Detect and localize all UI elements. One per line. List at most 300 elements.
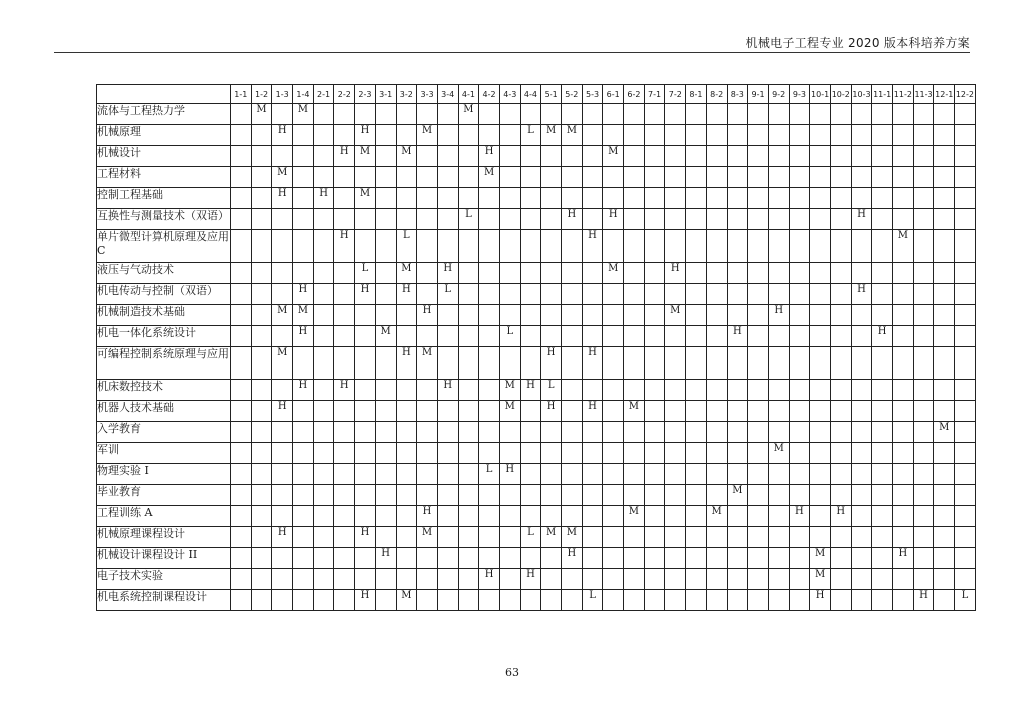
support-level-cell bbox=[417, 326, 438, 347]
indicator-column-header: 10-1 bbox=[810, 85, 831, 104]
support-level-cell bbox=[603, 125, 624, 146]
support-level-cell: L bbox=[437, 284, 458, 305]
support-level-cell bbox=[955, 209, 976, 230]
support-level-cell bbox=[293, 209, 314, 230]
support-level-cell bbox=[231, 188, 252, 209]
support-level-cell: H bbox=[334, 230, 355, 263]
support-level-cell bbox=[437, 125, 458, 146]
course-name-cell: 机电传动与控制（双语） bbox=[97, 284, 231, 305]
support-level-cell: H bbox=[334, 380, 355, 401]
support-level-cell bbox=[293, 485, 314, 506]
course-name-cell: 机械原理课程设计 bbox=[97, 527, 231, 548]
support-level-cell: M bbox=[562, 125, 583, 146]
support-level-cell bbox=[437, 548, 458, 569]
support-level-cell bbox=[251, 548, 272, 569]
table-row bbox=[97, 263, 976, 284]
support-level-cell: H bbox=[479, 146, 500, 167]
support-level-cell bbox=[644, 305, 665, 326]
support-level-cell bbox=[437, 347, 458, 380]
support-level-cell bbox=[437, 443, 458, 464]
support-level-cell bbox=[872, 188, 893, 209]
support-level-cell bbox=[562, 167, 583, 188]
support-level-cell bbox=[768, 284, 789, 305]
support-level-cell bbox=[830, 569, 851, 590]
support-level-cell bbox=[644, 506, 665, 527]
support-level-cell bbox=[499, 104, 520, 125]
support-level-cell bbox=[355, 569, 376, 590]
support-level-cell bbox=[334, 422, 355, 443]
support-level-cell: H bbox=[830, 506, 851, 527]
support-level-cell bbox=[603, 188, 624, 209]
support-level-cell bbox=[810, 380, 831, 401]
indicator-column-header: 8-3 bbox=[727, 85, 748, 104]
support-level-cell bbox=[479, 485, 500, 506]
support-level-cell bbox=[355, 401, 376, 422]
support-level-cell bbox=[872, 305, 893, 326]
support-level-cell bbox=[851, 443, 872, 464]
support-level-cell bbox=[562, 443, 583, 464]
support-level-cell bbox=[851, 305, 872, 326]
support-level-cell bbox=[458, 506, 479, 527]
support-level-cell bbox=[913, 380, 934, 401]
course-name-cell: 互换性与测量技术（双语） bbox=[97, 209, 231, 230]
support-level-cell bbox=[272, 443, 293, 464]
support-level-cell bbox=[251, 485, 272, 506]
support-level-cell bbox=[458, 326, 479, 347]
support-level-cell bbox=[810, 104, 831, 125]
support-level-cell bbox=[541, 464, 562, 485]
support-level-cell: M bbox=[727, 485, 748, 506]
support-level-cell bbox=[955, 401, 976, 422]
support-level-cell bbox=[272, 104, 293, 125]
support-level-cell bbox=[355, 548, 376, 569]
support-level-cell bbox=[231, 230, 252, 263]
support-level-cell bbox=[955, 104, 976, 125]
support-level-cell bbox=[437, 485, 458, 506]
support-level-cell bbox=[582, 548, 603, 569]
support-level-cell bbox=[913, 326, 934, 347]
support-level-cell bbox=[686, 230, 707, 263]
support-level-cell bbox=[830, 422, 851, 443]
support-level-cell bbox=[851, 230, 872, 263]
support-level-cell bbox=[624, 464, 645, 485]
support-level-cell bbox=[479, 284, 500, 305]
support-level-cell bbox=[458, 167, 479, 188]
support-level-cell bbox=[437, 464, 458, 485]
support-level-cell bbox=[810, 443, 831, 464]
support-level-cell bbox=[231, 548, 252, 569]
support-level-cell bbox=[644, 104, 665, 125]
table-row bbox=[97, 305, 976, 326]
support-level-cell bbox=[955, 146, 976, 167]
support-level-cell bbox=[872, 209, 893, 230]
support-level-cell bbox=[789, 305, 810, 326]
support-level-cell bbox=[768, 146, 789, 167]
support-level-cell bbox=[313, 326, 334, 347]
support-level-cell bbox=[334, 305, 355, 326]
support-level-cell bbox=[810, 506, 831, 527]
indicator-column-header: 9-2 bbox=[768, 85, 789, 104]
support-level-cell bbox=[417, 548, 438, 569]
support-level-cell bbox=[231, 167, 252, 188]
support-level-cell bbox=[665, 347, 686, 380]
indicator-column-header: 6-2 bbox=[624, 85, 645, 104]
support-level-cell bbox=[727, 188, 748, 209]
indicator-column-header: 6-1 bbox=[603, 85, 624, 104]
support-level-cell: M bbox=[417, 527, 438, 548]
support-level-cell bbox=[396, 464, 417, 485]
support-level-cell bbox=[603, 443, 624, 464]
support-level-cell bbox=[748, 326, 769, 347]
support-level-cell bbox=[375, 167, 396, 188]
support-level-cell bbox=[582, 506, 603, 527]
support-level-cell bbox=[520, 305, 541, 326]
support-level-cell bbox=[603, 347, 624, 380]
support-level-cell bbox=[624, 305, 645, 326]
support-level-cell bbox=[231, 527, 252, 548]
support-level-cell bbox=[562, 305, 583, 326]
support-level-cell bbox=[334, 527, 355, 548]
support-level-cell bbox=[293, 527, 314, 548]
support-level-cell bbox=[934, 347, 955, 380]
indicator-column-header: 4-1 bbox=[458, 85, 479, 104]
support-level-cell bbox=[458, 263, 479, 284]
support-level-cell bbox=[313, 485, 334, 506]
indicator-column-header: 10-3 bbox=[851, 85, 872, 104]
support-level-cell bbox=[872, 146, 893, 167]
indicator-column-header: 1-3 bbox=[272, 85, 293, 104]
support-level-cell bbox=[665, 125, 686, 146]
support-level-cell bbox=[479, 263, 500, 284]
support-level-cell bbox=[934, 230, 955, 263]
support-level-cell bbox=[251, 380, 272, 401]
support-level-cell bbox=[437, 326, 458, 347]
support-level-cell: L bbox=[955, 590, 976, 611]
support-level-cell bbox=[665, 485, 686, 506]
support-level-cell bbox=[955, 347, 976, 380]
support-level-cell bbox=[582, 443, 603, 464]
support-level-cell bbox=[624, 188, 645, 209]
support-level-cell bbox=[934, 506, 955, 527]
support-level-cell bbox=[479, 125, 500, 146]
support-level-cell bbox=[437, 506, 458, 527]
support-level-cell bbox=[417, 167, 438, 188]
support-level-cell bbox=[499, 263, 520, 284]
support-level-cell bbox=[644, 263, 665, 284]
support-level-cell bbox=[499, 284, 520, 305]
support-level-cell bbox=[603, 422, 624, 443]
support-level-cell bbox=[231, 506, 252, 527]
support-level-cell bbox=[686, 443, 707, 464]
support-level-cell bbox=[313, 569, 334, 590]
support-level-cell: L bbox=[458, 209, 479, 230]
support-level-cell bbox=[313, 401, 334, 422]
support-level-cell bbox=[851, 380, 872, 401]
support-level-cell: M bbox=[272, 305, 293, 326]
support-level-cell bbox=[810, 347, 831, 380]
support-level-cell bbox=[727, 569, 748, 590]
support-level-cell bbox=[644, 326, 665, 347]
support-level-cell bbox=[396, 401, 417, 422]
support-level-cell bbox=[231, 146, 252, 167]
support-level-cell bbox=[893, 104, 914, 125]
support-level-cell bbox=[582, 263, 603, 284]
support-level-cell bbox=[934, 527, 955, 548]
support-level-cell bbox=[603, 326, 624, 347]
support-level-cell bbox=[768, 125, 789, 146]
support-level-cell bbox=[251, 188, 272, 209]
header-divider bbox=[54, 52, 970, 53]
support-level-cell bbox=[913, 104, 934, 125]
support-level-cell: H bbox=[851, 284, 872, 305]
support-level-cell bbox=[830, 284, 851, 305]
support-level-cell bbox=[313, 125, 334, 146]
support-level-cell bbox=[851, 506, 872, 527]
support-level-cell bbox=[686, 527, 707, 548]
support-level-cell bbox=[789, 263, 810, 284]
support-level-cell bbox=[562, 590, 583, 611]
support-level-cell bbox=[830, 326, 851, 347]
support-level-cell bbox=[789, 485, 810, 506]
support-level-cell bbox=[251, 590, 272, 611]
support-level-cell bbox=[665, 527, 686, 548]
support-level-cell bbox=[499, 527, 520, 548]
support-level-cell bbox=[541, 422, 562, 443]
support-level-cell: H bbox=[893, 548, 914, 569]
support-level-cell: H bbox=[396, 284, 417, 305]
support-level-cell bbox=[810, 230, 831, 263]
support-level-cell bbox=[582, 104, 603, 125]
support-level-cell bbox=[830, 401, 851, 422]
support-level-cell bbox=[768, 548, 789, 569]
support-level-cell bbox=[293, 548, 314, 569]
support-level-cell bbox=[624, 326, 645, 347]
support-level-cell bbox=[313, 422, 334, 443]
support-level-cell bbox=[355, 167, 376, 188]
support-level-cell bbox=[417, 569, 438, 590]
support-level-cell bbox=[686, 125, 707, 146]
support-level-cell bbox=[499, 506, 520, 527]
support-level-cell: H bbox=[541, 347, 562, 380]
support-level-cell bbox=[603, 527, 624, 548]
support-level-cell bbox=[644, 590, 665, 611]
support-level-cell: H bbox=[582, 347, 603, 380]
support-level-cell bbox=[603, 104, 624, 125]
support-level-cell: H bbox=[272, 527, 293, 548]
indicator-column-header: 5-2 bbox=[562, 85, 583, 104]
support-level-cell bbox=[437, 167, 458, 188]
support-level-cell bbox=[251, 464, 272, 485]
support-level-cell bbox=[789, 209, 810, 230]
support-level-cell bbox=[417, 485, 438, 506]
support-level-cell bbox=[417, 146, 438, 167]
support-level-cell bbox=[665, 167, 686, 188]
support-level-cell bbox=[686, 548, 707, 569]
support-level-cell bbox=[479, 506, 500, 527]
support-level-cell bbox=[686, 422, 707, 443]
support-level-cell bbox=[499, 125, 520, 146]
support-level-cell bbox=[913, 422, 934, 443]
support-level-cell bbox=[706, 569, 727, 590]
table-row bbox=[97, 326, 976, 347]
support-level-cell bbox=[562, 230, 583, 263]
course-name-cell: 毕业教育 bbox=[97, 485, 231, 506]
support-level-cell bbox=[272, 506, 293, 527]
support-level-cell bbox=[624, 590, 645, 611]
support-level-cell bbox=[541, 230, 562, 263]
support-level-cell bbox=[541, 326, 562, 347]
table-row bbox=[97, 443, 976, 464]
support-level-cell: L bbox=[582, 590, 603, 611]
support-level-cell bbox=[541, 104, 562, 125]
support-level-cell bbox=[437, 305, 458, 326]
support-level-cell: H bbox=[272, 401, 293, 422]
support-level-cell bbox=[706, 188, 727, 209]
support-level-cell bbox=[789, 125, 810, 146]
support-level-cell bbox=[582, 146, 603, 167]
support-level-cell bbox=[893, 422, 914, 443]
support-level-cell bbox=[748, 230, 769, 263]
matrix-corner-cell bbox=[97, 85, 231, 104]
support-level-cell bbox=[541, 305, 562, 326]
support-level-cell bbox=[624, 146, 645, 167]
support-level-cell bbox=[810, 188, 831, 209]
support-level-cell bbox=[872, 230, 893, 263]
support-level-cell bbox=[375, 263, 396, 284]
support-level-cell: H bbox=[851, 209, 872, 230]
support-level-cell bbox=[748, 146, 769, 167]
support-level-cell bbox=[644, 284, 665, 305]
support-level-cell bbox=[272, 380, 293, 401]
table-row bbox=[97, 146, 976, 167]
support-level-cell: H bbox=[810, 590, 831, 611]
support-level-cell bbox=[313, 230, 334, 263]
support-level-cell bbox=[251, 125, 272, 146]
support-level-cell bbox=[624, 209, 645, 230]
support-level-cell bbox=[872, 347, 893, 380]
support-level-cell bbox=[913, 401, 934, 422]
support-level-cell: M bbox=[417, 347, 438, 380]
support-level-cell bbox=[520, 167, 541, 188]
support-level-cell bbox=[251, 506, 272, 527]
support-level-cell bbox=[355, 326, 376, 347]
support-level-cell: L bbox=[499, 326, 520, 347]
support-level-cell bbox=[955, 167, 976, 188]
support-level-cell bbox=[396, 326, 417, 347]
support-level-cell bbox=[644, 209, 665, 230]
support-level-cell bbox=[686, 146, 707, 167]
support-level-cell bbox=[851, 188, 872, 209]
support-level-cell bbox=[934, 548, 955, 569]
support-level-cell bbox=[748, 422, 769, 443]
support-level-cell bbox=[913, 230, 934, 263]
support-level-cell bbox=[458, 380, 479, 401]
support-level-cell bbox=[334, 590, 355, 611]
support-level-cell bbox=[251, 230, 272, 263]
support-level-cell bbox=[913, 125, 934, 146]
support-level-cell bbox=[934, 209, 955, 230]
support-level-cell bbox=[396, 422, 417, 443]
support-level-cell bbox=[499, 305, 520, 326]
support-level-cell bbox=[396, 125, 417, 146]
support-level-cell bbox=[748, 104, 769, 125]
support-level-cell bbox=[355, 443, 376, 464]
support-level-cell bbox=[955, 506, 976, 527]
support-level-cell bbox=[458, 347, 479, 380]
support-level-cell bbox=[644, 230, 665, 263]
support-level-cell bbox=[251, 443, 272, 464]
support-level-cell bbox=[334, 401, 355, 422]
support-level-cell bbox=[458, 284, 479, 305]
support-level-cell bbox=[851, 464, 872, 485]
support-level-cell bbox=[520, 401, 541, 422]
support-level-cell bbox=[334, 263, 355, 284]
support-level-cell bbox=[541, 590, 562, 611]
support-level-cell bbox=[437, 230, 458, 263]
support-level-cell bbox=[313, 590, 334, 611]
support-level-cell bbox=[520, 590, 541, 611]
support-level-cell bbox=[810, 326, 831, 347]
support-level-cell: M bbox=[396, 590, 417, 611]
support-level-cell bbox=[644, 380, 665, 401]
support-level-cell: M bbox=[603, 263, 624, 284]
support-level-cell bbox=[644, 527, 665, 548]
support-level-cell bbox=[603, 569, 624, 590]
support-level-cell bbox=[665, 188, 686, 209]
support-level-cell bbox=[417, 104, 438, 125]
support-level-cell bbox=[768, 422, 789, 443]
support-level-cell: H bbox=[768, 305, 789, 326]
course-name-cell: 物理实验 I bbox=[97, 464, 231, 485]
support-level-cell bbox=[231, 284, 252, 305]
support-level-cell: M bbox=[541, 125, 562, 146]
support-level-cell bbox=[375, 422, 396, 443]
support-level-cell bbox=[272, 548, 293, 569]
indicator-column-header: 4-3 bbox=[499, 85, 520, 104]
support-level-cell bbox=[499, 590, 520, 611]
support-level-cell: H bbox=[355, 125, 376, 146]
support-level-cell: M bbox=[396, 146, 417, 167]
support-level-cell bbox=[624, 284, 645, 305]
support-level-cell bbox=[644, 188, 665, 209]
support-level-cell bbox=[396, 443, 417, 464]
support-level-cell bbox=[706, 104, 727, 125]
support-level-cell bbox=[520, 506, 541, 527]
support-level-cell bbox=[520, 464, 541, 485]
support-level-cell bbox=[789, 590, 810, 611]
support-level-cell bbox=[706, 347, 727, 380]
support-level-cell bbox=[789, 347, 810, 380]
support-level-cell bbox=[706, 401, 727, 422]
support-level-cell bbox=[955, 326, 976, 347]
support-level-cell bbox=[934, 305, 955, 326]
support-level-cell bbox=[686, 380, 707, 401]
support-level-cell bbox=[582, 569, 603, 590]
support-level-cell bbox=[272, 590, 293, 611]
support-level-cell bbox=[893, 209, 914, 230]
support-level-cell bbox=[913, 305, 934, 326]
course-name-cell: 机电系统控制课程设计 bbox=[97, 590, 231, 611]
indicator-column-header: 11-2 bbox=[893, 85, 914, 104]
support-level-cell bbox=[851, 263, 872, 284]
support-level-cell bbox=[520, 326, 541, 347]
support-level-cell bbox=[913, 347, 934, 380]
support-level-cell bbox=[582, 527, 603, 548]
support-level-cell bbox=[893, 380, 914, 401]
support-level-cell bbox=[686, 590, 707, 611]
support-level-cell bbox=[644, 569, 665, 590]
support-level-cell bbox=[830, 380, 851, 401]
